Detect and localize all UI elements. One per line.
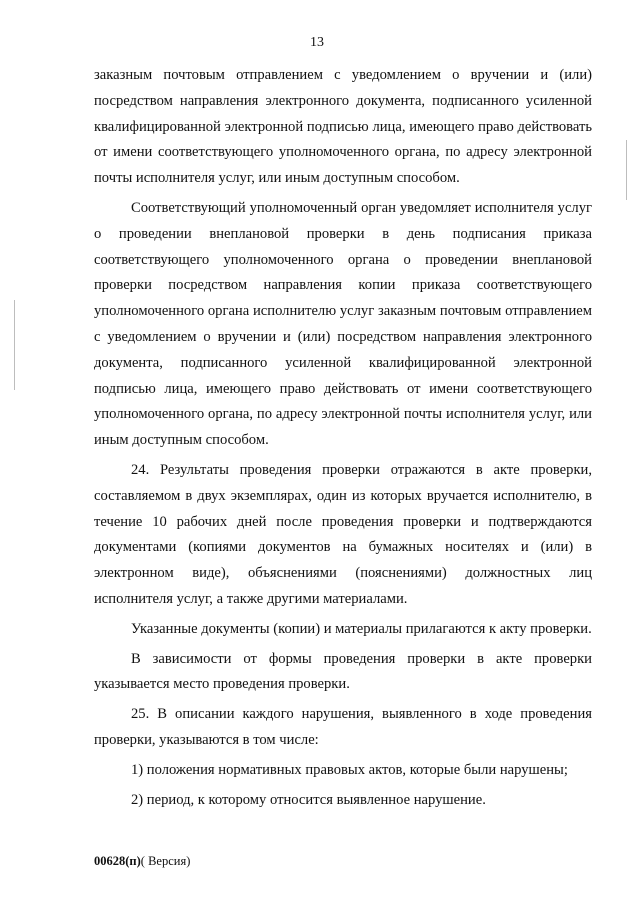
scan-edge-mark-right <box>626 140 627 200</box>
document-footer <box>94 853 190 869</box>
document-version: ( Версия) <box>140 854 191 868</box>
paragraph-1: заказным почтовым отправлением с уведомлением о вручении и (или) посредством направления электронного документа, подписанного усиленной квалифицированной электронной подписью лица, имеющего право действовать от имени соответствующего уполномоченного органа, по адресу электронной почты исполнителя услуг, или иным доступным способом. <box>94 67 592 187</box>
paragraph-4: Указанные документы (копии) и материалы прилагаются к акту проверки. <box>131 620 592 637</box>
paragraph-8: 2) период, к которому относится выявленное нарушение. <box>131 791 486 808</box>
paragraph-2: Соответствующий уполномоченный орган уведомляет исполнителя услуг о проведении внеплановой проверки в день подписания приказа соответствующего уполномоченного органа о проведении внеплановой проверки посредством направления копии приказа соответствующего уполномоченного органа исполнителю услуг заказным почтовым отправлением с уведомлением о вручении и (или) посредством направления электронного документа, подписанного усиленной квалифицированной электронной подписью лица, имеющего право действовать от имени соответствующего уполномоченного органа, по адресу электронной почты исполнителя услуг, или иным доступным способом. <box>94 199 592 449</box>
paragraph-3: 24. Результаты проведения проверки отражаются в акте проверки, составляемом в двух экземплярах, один из которых вручается исполнителю, в течение 10 рабочих дней после проведения проверки и подтверждаются документами (копиями документов на бумажных носителях и (или) в электронном виде), объяснениями (пояснениями) должностных лиц исполнителя услуг, а также другими материалами. <box>94 461 592 607</box>
document-body <box>94 63 592 813</box>
page-number: 13 <box>310 35 324 50</box>
paragraph-5: В зависимости от формы проведения проверки в акте проверки указывается место проведения проверки. <box>94 650 592 693</box>
document-code: 00628(п) <box>94 854 141 868</box>
paragraph-6: 25. В описании каждого нарушения, выявленного в ходе проведения проверки, указываются в том числе: <box>94 706 592 748</box>
scan-edge-mark-left <box>14 300 15 390</box>
paragraph-7: 1) положения нормативных правовых актов, которые были нарушены; <box>131 761 568 778</box>
